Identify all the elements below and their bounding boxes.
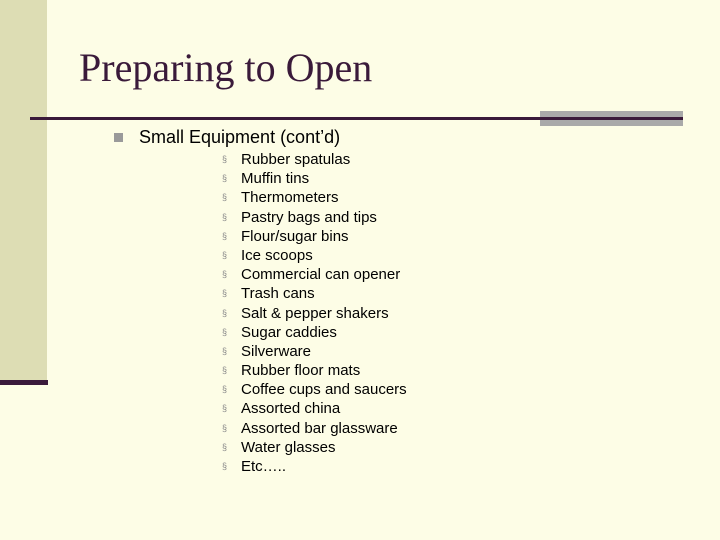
section-bullet-icon: § (222, 403, 228, 414)
list-item (222, 150, 407, 169)
section-bullet-icon: § (222, 230, 228, 241)
list-item-label: Assorted bar glassware (241, 419, 398, 437)
left-accent-bar (0, 0, 47, 381)
list-item (222, 380, 407, 399)
list-item (222, 323, 407, 342)
list-item (222, 169, 407, 188)
left-accent-bar-edge (0, 380, 48, 385)
list-item (222, 457, 407, 476)
section-bullet-icon: § (222, 154, 228, 164)
section-bullet-icon: § (222, 307, 228, 318)
section-heading (114, 127, 340, 148)
list-item (222, 188, 407, 207)
list-item (222, 438, 407, 457)
list-item (222, 208, 407, 227)
title-divider-accent-line (540, 117, 683, 120)
slide-title: Preparing to Open (79, 45, 373, 90)
list-item-label: Sugar caddies (241, 323, 337, 341)
list-item-label: Rubber floor mats (241, 362, 361, 380)
list-item-label: Etc….. (241, 458, 287, 475)
title-divider (30, 117, 540, 120)
list-item (222, 361, 407, 380)
list-item (222, 342, 407, 361)
list-item (222, 304, 407, 323)
section-bullet-icon: § (222, 326, 228, 337)
square-bullet-icon (114, 133, 123, 142)
section-bullet-icon: § (222, 422, 228, 433)
list-item-label: Flour/sugar bins (241, 227, 349, 245)
list-item-label: Ice scoops (241, 246, 313, 264)
list-item (222, 227, 407, 246)
section-bullet-icon: § (222, 384, 228, 395)
list-item (222, 399, 407, 418)
section-bullet-icon: § (222, 288, 228, 299)
list-item-label: Muffin tins (241, 170, 310, 188)
section-bullet-icon: § (222, 173, 228, 184)
section-bullet-icon: § (222, 345, 228, 356)
list-item-label: Commercial can opener (241, 266, 401, 284)
list-item-label: Rubber spatulas (241, 151, 351, 168)
list-item-label: Assorted china (241, 400, 341, 418)
list-item-label: Trash cans (241, 285, 315, 303)
list-item (222, 265, 407, 284)
section-bullet-icon: § (222, 365, 228, 376)
section-bullet-icon: § (222, 192, 228, 203)
list-item-label: Pastry bags and tips (241, 208, 377, 226)
list-item (222, 419, 407, 438)
section-bullet-icon: § (222, 441, 228, 452)
list-item-label: Thermometers (241, 189, 339, 207)
section-bullet-icon: § (222, 269, 228, 280)
section-bullet-icon: § (222, 211, 228, 222)
list-item (222, 246, 407, 265)
list-item-label: Salt & pepper shakers (241, 304, 389, 322)
section-heading-label: Small Equipment (cont’d) (139, 127, 341, 147)
list-item-label: Silverware (241, 342, 312, 360)
section-bullet-icon: § (222, 249, 228, 260)
list-item (222, 284, 407, 303)
list-item-label: Coffee cups and saucers (241, 381, 407, 399)
equipment-list (222, 150, 407, 476)
list-item-label: Water glasses (241, 438, 336, 456)
section-bullet-icon: § (222, 461, 228, 471)
